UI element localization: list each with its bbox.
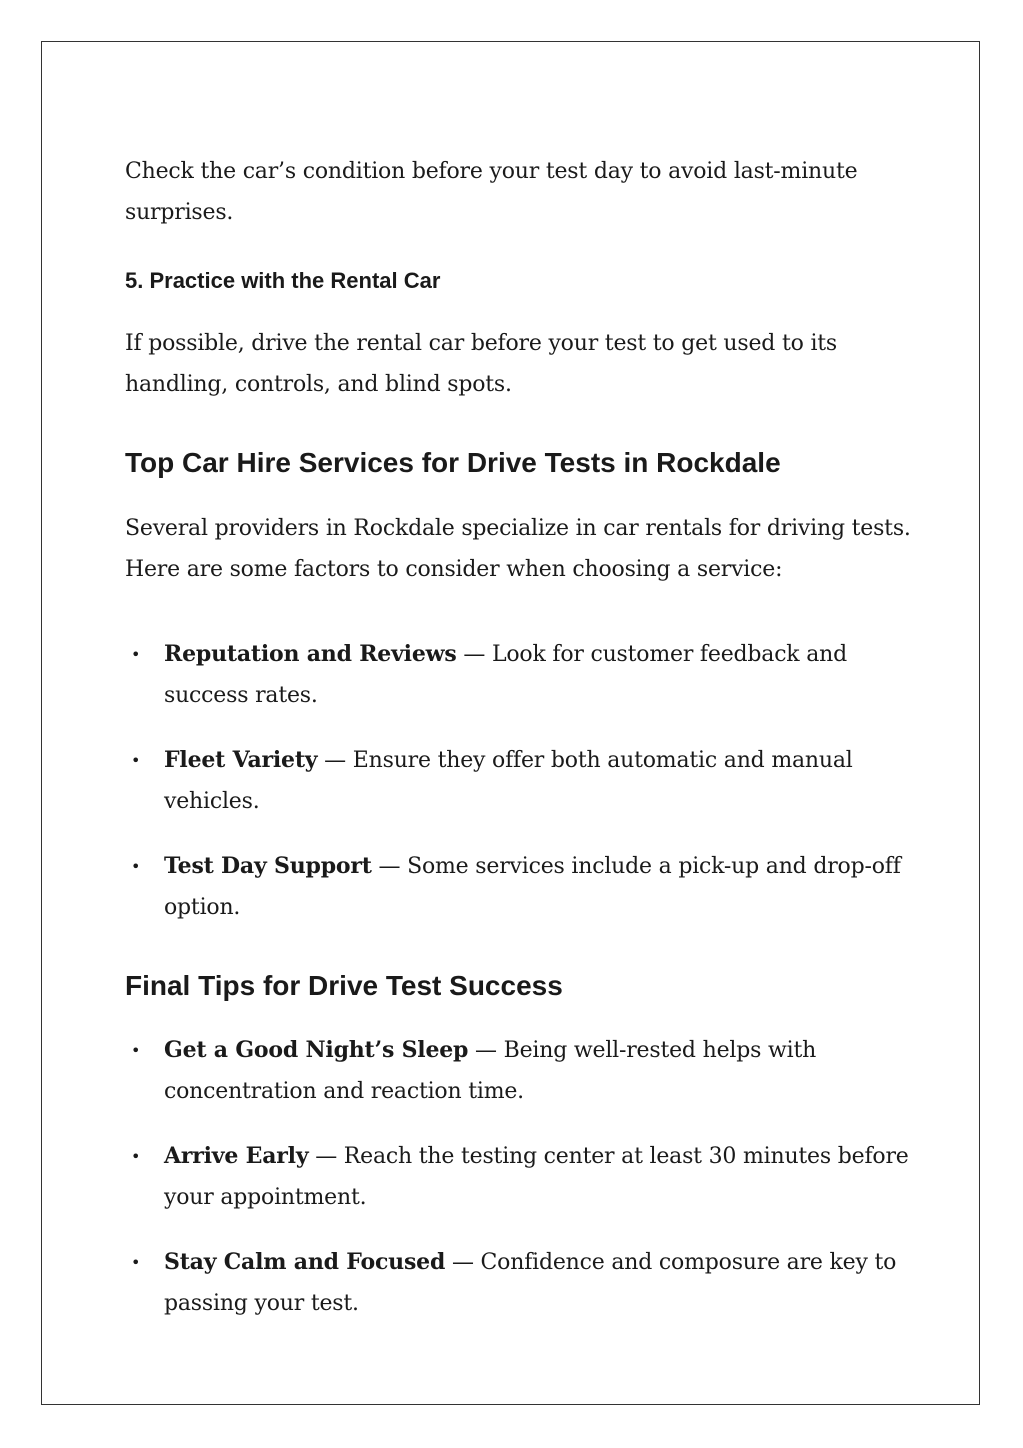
bullet-icon: • <box>131 1147 141 1166</box>
list-item <box>125 1030 915 1112</box>
list-item-title: Arrive Early <box>164 1143 309 1169</box>
list-item-title: Get a Good Night’s Sleep <box>164 1037 469 1063</box>
document-page <box>41 41 980 1405</box>
practice-paragraph: If possible, drive the rental car before your test to get used to its handling, controls, and blind spots. <box>125 331 838 397</box>
intro-paragraph: Check the car’s condition before your test day to avoid last-minute surprises. <box>125 159 858 225</box>
list-item-title: Fleet Variety <box>164 747 318 773</box>
list-item-text: — Some services include a pick-up and drop-off option. <box>164 854 901 920</box>
bullet-icon: • <box>131 1041 141 1060</box>
list-item-text: — Reach the testing center at least 30 minutes before your appointment. <box>164 1144 909 1210</box>
section-heading-practice: 5. Practice with the Rental Car <box>125 268 441 293</box>
list-item-text: — Look for customer feedback and success rates. <box>164 642 848 708</box>
list-item <box>125 1136 915 1218</box>
top-services-list <box>125 634 915 928</box>
list-item-text: — Ensure they offer both automatic and manual vehicles. <box>164 748 853 814</box>
section-heading-final-tips: Final Tips for Drive Test Success <box>125 970 563 1001</box>
bullet-icon: • <box>131 1253 141 1272</box>
list-item-text: — Confidence and composure are key to passing your test. <box>164 1250 897 1316</box>
list-item <box>125 846 915 928</box>
list-item <box>125 740 915 822</box>
section-heading-top-services: Top Car Hire Services for Drive Tests in Rockdale <box>125 447 781 478</box>
list-item-title: Stay Calm and Focused <box>164 1249 446 1275</box>
bullet-icon: • <box>131 751 141 770</box>
list-item-text: — Being well-rested helps with concentration and reaction time. <box>164 1038 817 1104</box>
list-item <box>125 1242 915 1324</box>
list-item <box>125 634 915 716</box>
final-tips-list <box>125 1030 915 1324</box>
bullet-icon: • <box>131 857 141 876</box>
list-item-title: Test Day Support <box>164 853 372 879</box>
list-item-title: Reputation and Reviews <box>164 641 457 667</box>
top-services-paragraph: Several providers in Rockdale specialize in car rentals for driving tests. Here are some factors to consider when choosing a service: <box>125 516 911 582</box>
bullet-icon: • <box>131 645 141 664</box>
page-content <box>125 159 915 1324</box>
